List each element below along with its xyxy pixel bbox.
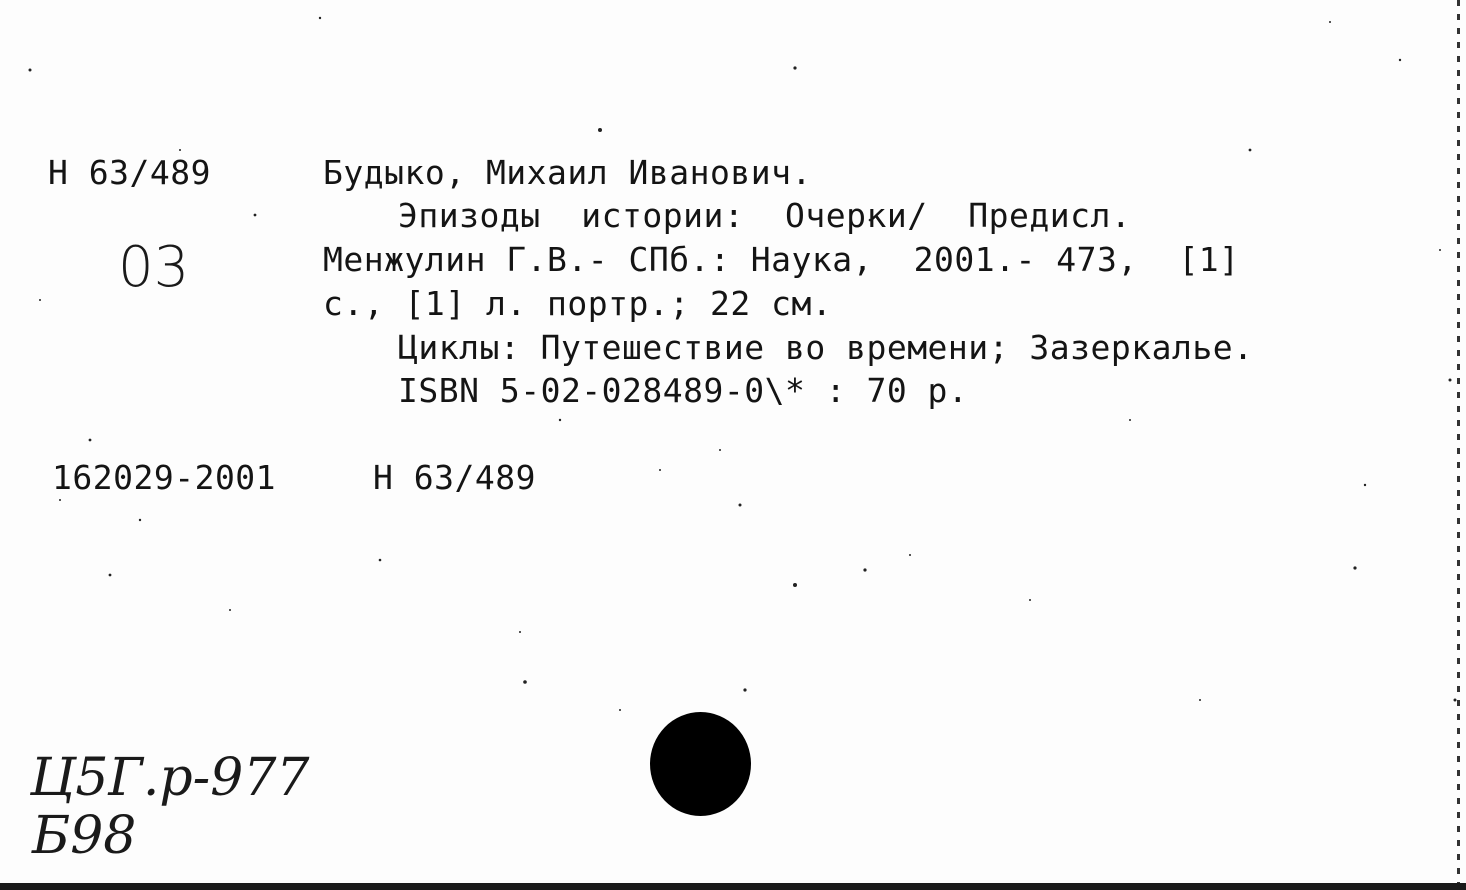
series-line: Циклы: Путешествие во времени; Зазеркалье. bbox=[398, 328, 1254, 367]
handwritten-author-mark: Б98 bbox=[32, 806, 137, 866]
handwritten-code: 03 bbox=[118, 235, 190, 300]
card-right-edge bbox=[1457, 0, 1460, 890]
author-heading: Будыко, Михаил Иванович. bbox=[323, 153, 812, 192]
inventory-number: 162029-2001 bbox=[52, 458, 277, 497]
call-number-top: Н 63/489 bbox=[48, 153, 211, 192]
title-line-3: с., [1] л. портр.; 22 см. bbox=[323, 284, 833, 323]
punch-hole bbox=[650, 712, 751, 816]
title-line-1: Эпизоды истории: Очерки/ Предисл. bbox=[398, 196, 1132, 235]
title-line-2: Менжулин Г.В.- СПб.: Наука, 2001.- 473, [1] bbox=[323, 240, 1240, 279]
card-bottom-edge bbox=[0, 883, 1466, 890]
isbn-line: ISBN 5-02-028489-0\* : 70 р. bbox=[398, 371, 969, 410]
call-number-bottom: Н 63/489 bbox=[373, 458, 536, 497]
handwritten-classification: Ц5Г.р-977 bbox=[30, 748, 310, 808]
